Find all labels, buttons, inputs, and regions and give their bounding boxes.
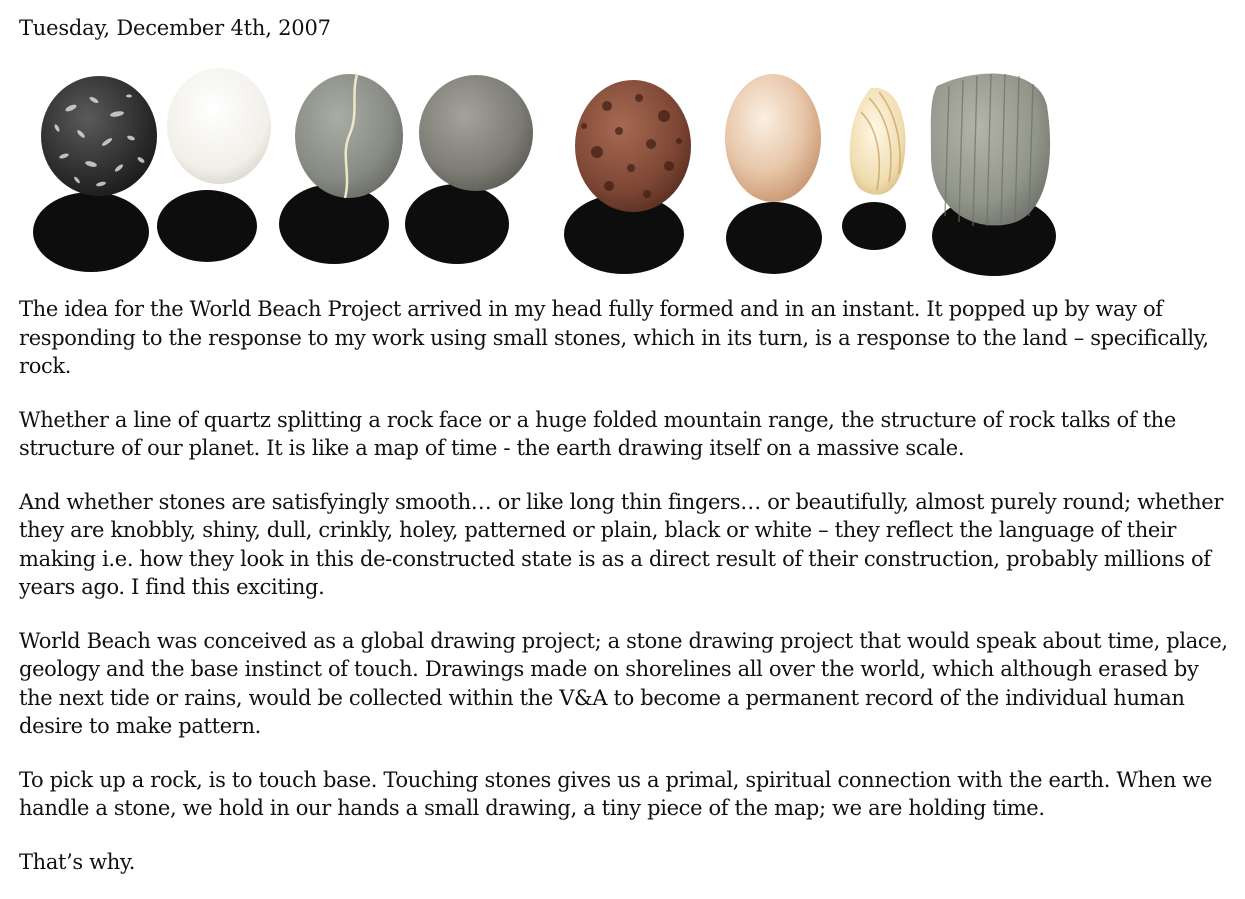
paragraph-3: And whether stones are satisfyingly smooth… or like long thin fingers… or beautifully, almost purely round; whether they are knobbly, shiny, dull, crinkly, holey, patterned or plain, black or white – they reflect the language of their making i.e. how they look in this de-constructed state is as a direct result of their construction, probably millions of years ago. I find this exciting.: [19, 489, 1224, 599]
striped-green-stone: [931, 73, 1050, 226]
pink-quartz-stone: [725, 74, 821, 202]
post-date: Tuesday, December 4th, 2007: [19, 16, 331, 40]
grey-veined-stone: [295, 74, 403, 198]
ridged-shell: [850, 88, 906, 195]
blog-post: [19, 14, 1234, 876]
red-porous-stone: [575, 80, 691, 212]
paragraph-6: That’s why.: [19, 849, 136, 874]
paragraph-5: To pick up a rock, is to touch base. Touching stones gives us a primal, spiritual connection with the earth. When we handle a stone, we hold in our hands a small drawing, a tiny piece of the map; we are holding time.: [19, 767, 1213, 820]
stones-row-image: [19, 56, 1059, 278]
stone-shadows: [33, 184, 1056, 276]
speckled-black-stone: [41, 76, 157, 196]
paragraph-4: World Beach was conceived as a global drawing project; a stone drawing project that would speak about time, place, geology and the base instinct of touch. Drawings made on shorelines all over the world, which although erased by the next tide or rains, would be collected within the V&A to become a permanent record of the individual human desire to make pattern.: [19, 628, 1228, 738]
white-stone: [167, 68, 271, 184]
paragraph-2: Whether a line of quartz splitting a rock face or a huge folded mountain range, the structure of rock talks of the structure of our planet. It is like a map of time - the earth drawing itself on a massive scale.: [19, 407, 1176, 460]
grey-round-stone: [419, 75, 533, 191]
paragraph-1: The idea for the World Beach Project arrived in my head fully formed and in an instant. It popped up by way of responding to the response to my work using small stones, which in its turn, is a response to the land – specifically, rock.: [19, 297, 1209, 378]
